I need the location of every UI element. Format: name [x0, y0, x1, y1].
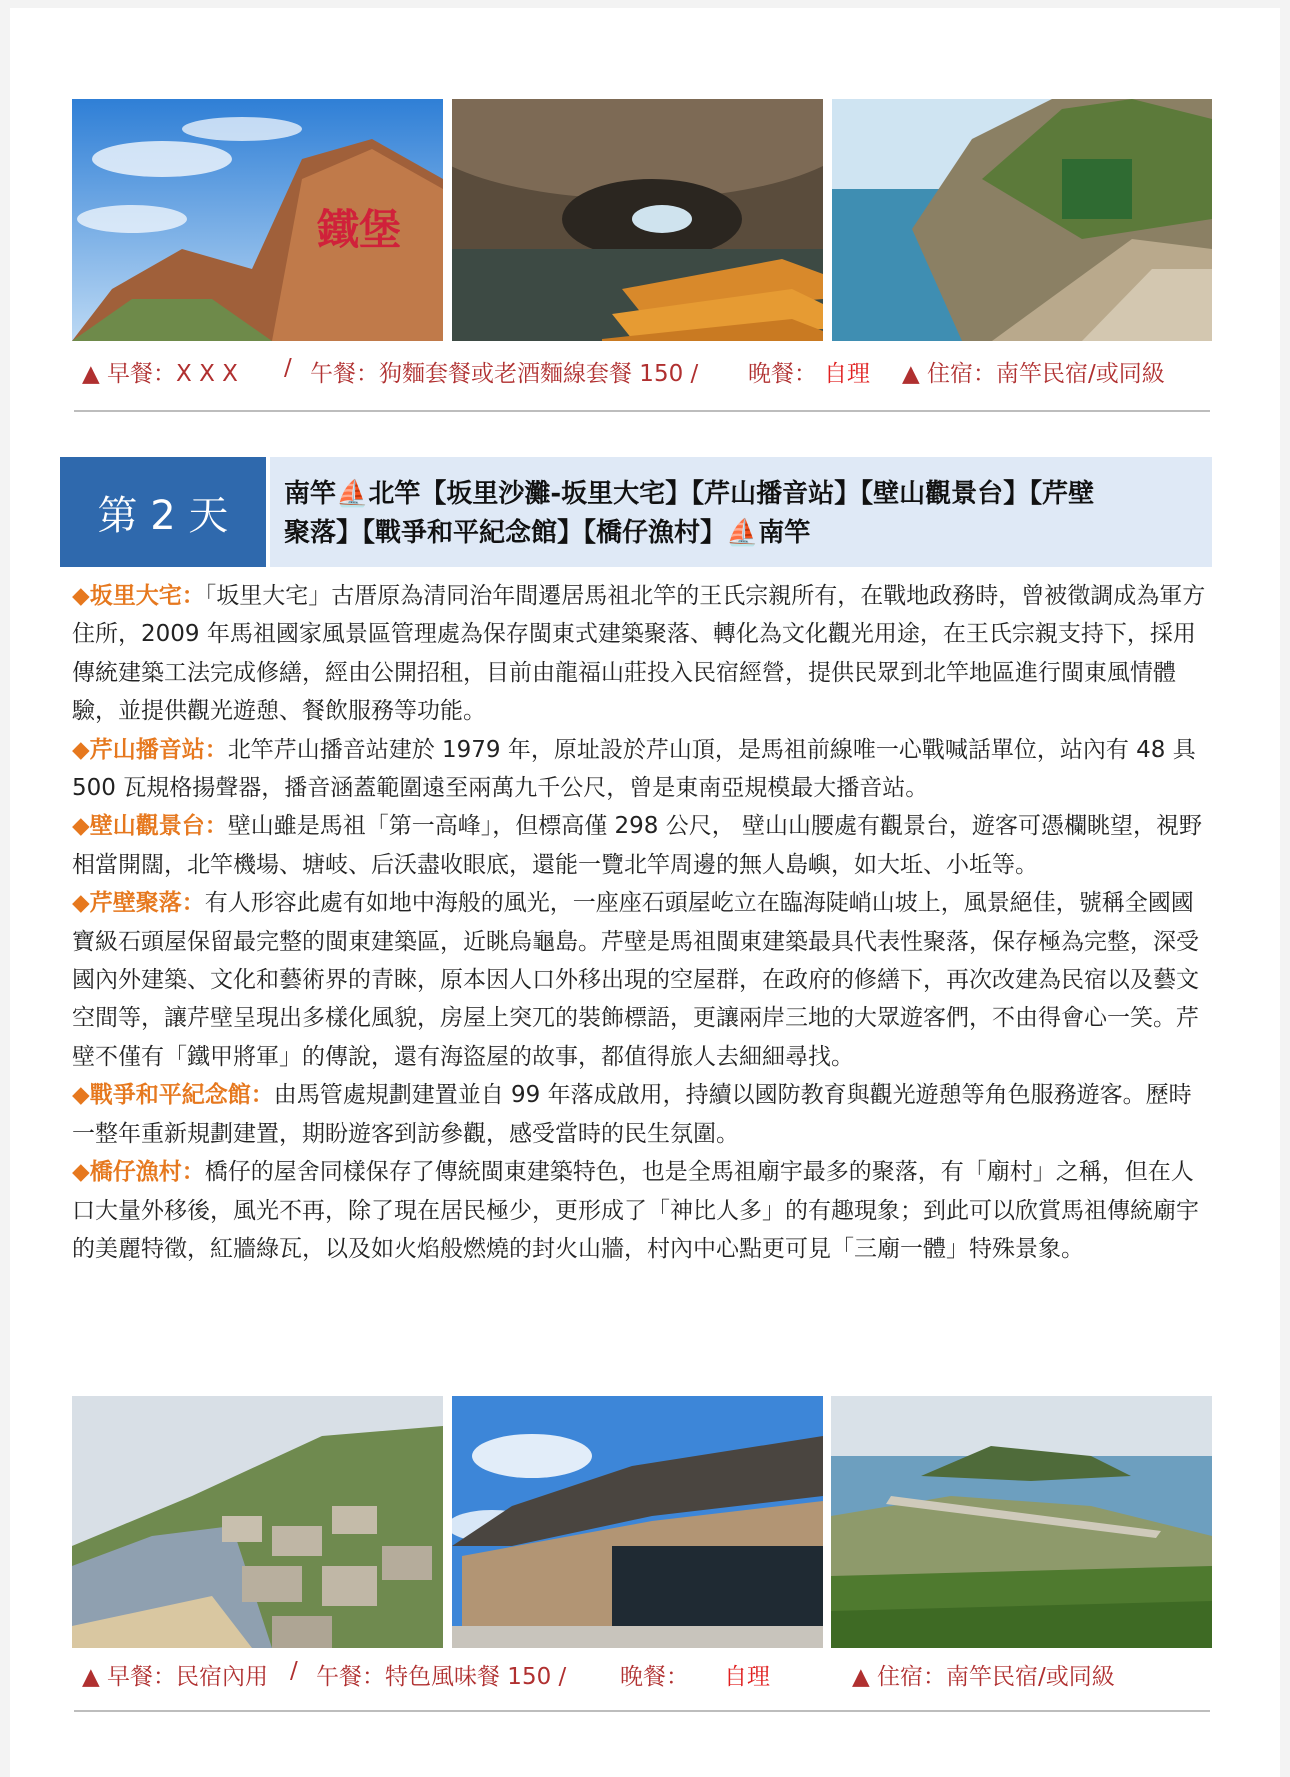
spot-name: ◆橋仔漁村：: [72, 1159, 205, 1186]
spot-paragraph: [72, 807, 1212, 884]
spot-paragraph: [72, 577, 1212, 731]
spot-name: ◆芹山播音站：: [72, 736, 228, 763]
day2-lunch: 午餐：特色風味餐 150 /: [316, 1664, 567, 1690]
spot-paragraph: [72, 731, 1212, 808]
day1-lunch: 午餐：狗麵套餐或老酒麵線套餐 150 /: [310, 361, 699, 387]
day-title-line2: 聚落】【戰爭和平紀念館】【橋仔漁村】⛵南竿: [284, 518, 811, 548]
spot-name: ◆芹壁聚落：: [72, 890, 205, 917]
spot-text: 北竿芹山播音站建於 1979 年，原址設於芹山頂，是馬祖前線唯一心戰喊話單位，站內有 48 具 500 瓦規格揚聲器，播音涵蓋範圍遠至兩萬九千公尺，曾是東南亞規模最大播音站。: [72, 736, 1196, 802]
day2-lodging: ▲ 住宿：南竿民宿/或同級: [852, 1664, 1115, 1690]
airport-island-photo: [831, 1396, 1212, 1648]
rock-inscription-photo: [72, 99, 443, 341]
spot-text: 由馬管處規劃建置並自 99 年落成啟用，持續以國防教育與觀光遊憩等角色服務遊客。歷時一整年重新規劃建置，期盼遊客到訪參觀，感受當時的民生氛圍。: [72, 1082, 1192, 1147]
top-photo-row: [72, 99, 1212, 341]
inscription-text: 鐵堡: [317, 205, 402, 254]
divider: [74, 410, 1210, 412]
day2-meals-line: [72, 1656, 1212, 1692]
spot-paragraph: [72, 884, 1212, 1076]
day2-dinner-value: 自理: [724, 1664, 770, 1690]
day1-sep: /: [284, 355, 292, 381]
day1-lodging: ▲ 住宿：南竿民宿/或同級: [902, 361, 1165, 387]
stone-village-photo: [72, 1396, 443, 1648]
spot-name: ◆戰爭和平紀念館：: [72, 1082, 274, 1109]
divider: [74, 1710, 1210, 1712]
coastal-fort-photo: [832, 99, 1212, 341]
spot-name: ◆坂里大宅：: [72, 583, 205, 609]
day-title: [284, 475, 1204, 553]
day1-dinner-value: 自理: [824, 361, 870, 387]
day1-dinner-label: 晚餐：: [748, 361, 817, 387]
spot-text: 有人形容此處有如地中海般的風光，一座座石頭屋屹立在臨海陡峭山坡上，風景絕佳，號稱全國國寶級石頭屋保留最完整的閩東建築區，近眺烏龜島。芹壁是馬祖閩東建築最具代表性聚落，保存極為完整，深受國內外建築、文化和藝術界的青睞，原本因人口外移出現的空屋群，在政府的修繕下，再次改建為民宿以及藝文空間等，讓芹壁呈現出多樣化風貌，房屋上突兀的裝飾標語，更讓兩岸三地的大眾遊客們，不由得會心一笑。芹壁不僅有「鐵甲將軍」的傳說，還有海盜屋的故事，都值得旅人去細細尋找。: [72, 890, 1199, 1070]
day2-description: [72, 577, 1212, 1268]
spot-text: 橋仔的屋舍同樣保存了傳統閩東建築特色，也是全馬祖廟宇最多的聚落，有「廟村」之稱，但在人口大量外移後，風光不再，除了現在居民極少，更形成了「神比人多」的有趣現象；到此可以欣賞馬祖傳統廟宇的美麗特徵，紅牆綠瓦，以及如火焰般燃燒的封火山牆，村內中心點更可見「三廟一體」特殊景象。: [72, 1159, 1199, 1262]
day2-breakfast: ▲ 早餐：民宿內用: [82, 1664, 268, 1690]
spot-paragraph: [72, 1153, 1212, 1268]
day-title-line1: 南竿⛵北竿【坂里沙灘-坂里大宅】【芹山播音站】【壁山觀景台】【芹壁: [284, 479, 1095, 509]
day2-sep: /: [290, 1658, 298, 1684]
spot-paragraph: [72, 1076, 1212, 1153]
day-badge: 第 2 天: [60, 457, 266, 567]
memorial-hall-photo: [452, 1396, 823, 1648]
day2-dinner-label: 晚餐：: [620, 1664, 689, 1690]
spot-name: ◆壁山觀景台：: [72, 813, 228, 840]
day2-header: [60, 457, 1212, 567]
spot-text: 壁山雖是馬祖「第一高峰」，但標高僅 298 公尺， 壁山山腰處有觀景台，遊客可憑欄眺望，視野相當開闊，北竿機場、塘岐、后沃盡收眼底，還能一覽北竿周邊的無人島嶼，如大坵、小坵等。: [72, 813, 1203, 878]
day1-meals-line: [72, 353, 1212, 389]
tunnel-boats-photo: [452, 99, 823, 341]
day1-breakfast: ▲ 早餐：X X X: [82, 361, 238, 387]
bottom-photo-row: [72, 1396, 1212, 1648]
spot-text: 「坂里大宅」古厝原為清同治年間遷居馬祖北竿的王氏宗親所有，在戰地政務時，曾被徵調成為軍方住所，2009 年馬祖國家風景區管理處為保存閩東式建築聚落、轉化為文化觀光用途，在王氏宗親支持下，採用傳統建築工法完成修繕，經由公開招租，目前由龍福山莊投入民宿經營，提供民眾到北竿地區進行閩東風情體驗，並提供觀光遊憩、餐飲服務等功能。: [72, 583, 1206, 725]
